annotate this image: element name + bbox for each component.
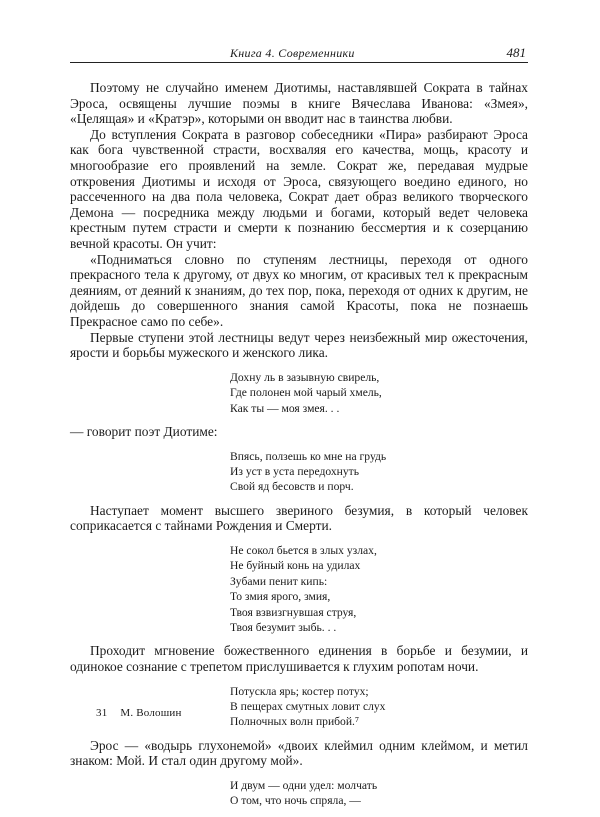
paragraph-8: Эрос — «водырь глухонемой» «двоих клеймил одним клеймом, и метил знаком: Мой. И стал один другому мой». (70, 737, 528, 769)
page-number: 481 (506, 45, 526, 60)
verse-line: Не сокол бьется в злых узлах, (230, 543, 377, 557)
verse-line: Как ты — моя змея. . . (230, 401, 340, 415)
verse-line: И двум — одни удел: молчать (230, 778, 378, 792)
paragraph-3-quote: «Подниматься словно по ступеням лестницы, переходя от одного прекрасного тела к другому, от двух ко многим, от красивых тел к прекрасным деяниям, от деяний к знаниям, до тех пор, пока, переходя от одних к другим, не дойдешь до совершенного знания самой Красоты, пока не познаешь Прекрасное само по себе». (70, 251, 528, 329)
verse-2 (230, 449, 528, 495)
verse-line: Твоя безумит зыбь. . . (230, 620, 337, 634)
verse-1 (230, 370, 528, 416)
verse-4 (230, 684, 528, 730)
verse-line: Где полонен мой чарый хмель, (230, 386, 382, 400)
paragraph-2: До вступления Сократа в разговор собеседники «Пира» разбирают Эроса как бога чувственной страсти, восхваляя его качества, мощь, красоту и многообразие его проявлений на земле. Сократ же, передавая мудрые откровения Диотимы и исходя от Эроса, связующего воедино единого, но рассеченного на два пола человека, Сократ дает образ великого творческого Демона — посредника между людьми и богами, который ведет человека крестным путем страсти и смерти к познанию бессмертия и к созерцанию вечной красоты. Он учит: (70, 126, 528, 251)
paragraph-4: Первые ступени этой лестницы ведут через неизбежный мир ожесточения, ярости и борьбы мужеского и женского лика. (70, 329, 528, 361)
verse-line: О том, что ночь спряла, — (230, 794, 361, 808)
verse-line: Из уст в уста передохнуть (230, 464, 360, 478)
verse-5 (230, 778, 528, 809)
paragraph-5: — говорит поэт Диотиме: (70, 423, 218, 439)
running-header (70, 44, 528, 63)
paragraph-1: Поэтому не случайно именем Диотимы, наставлявшей Сократа в тайнах Эроса, освящены лучшие поэмы в книге Вячеслава Иванова: «Змея», «Целящая» и «Кратэр», которыми он вводит нас в таинства любви. (70, 80, 528, 127)
verse-line: Потускла ярь; костер потух; (230, 684, 369, 698)
signature-number: 31 (96, 707, 108, 719)
verse-line: Твоя взвизгнувшая струя, (230, 605, 357, 619)
running-title: Книга 4. Современники (230, 46, 355, 60)
verse-line: Свой яд бесовств и порч. (230, 480, 354, 494)
verse-line: Не буйный конь на удилах (230, 559, 361, 573)
printer-signature (96, 707, 182, 719)
verse-3 (230, 543, 528, 635)
verse-line: В пещерах смутных ловит слух (230, 699, 386, 713)
verse-line: Дохну ль в зазывную свирель, (230, 370, 380, 384)
verse-line: Зубами пенит кипь: (230, 574, 328, 588)
paragraph-7: Проходит мгновение божественного единения в борьбе и безумии, и одинокое сознание с трепетом прислушивается к глухим ропотам ночи. (70, 643, 528, 674)
verse-line: Полночных волн прибой.⁷ (230, 715, 359, 729)
paragraph-6: Наступает момент высшего звериного безумия, в который человек соприкасается с тайнами Рождения и Смерти. (70, 502, 528, 534)
signature-author: М. Волошин (120, 707, 182, 719)
verse-line: Впясь, ползешь ко мне на грудь (230, 449, 387, 463)
verse-line: То змия ярого, змия, (230, 590, 331, 604)
